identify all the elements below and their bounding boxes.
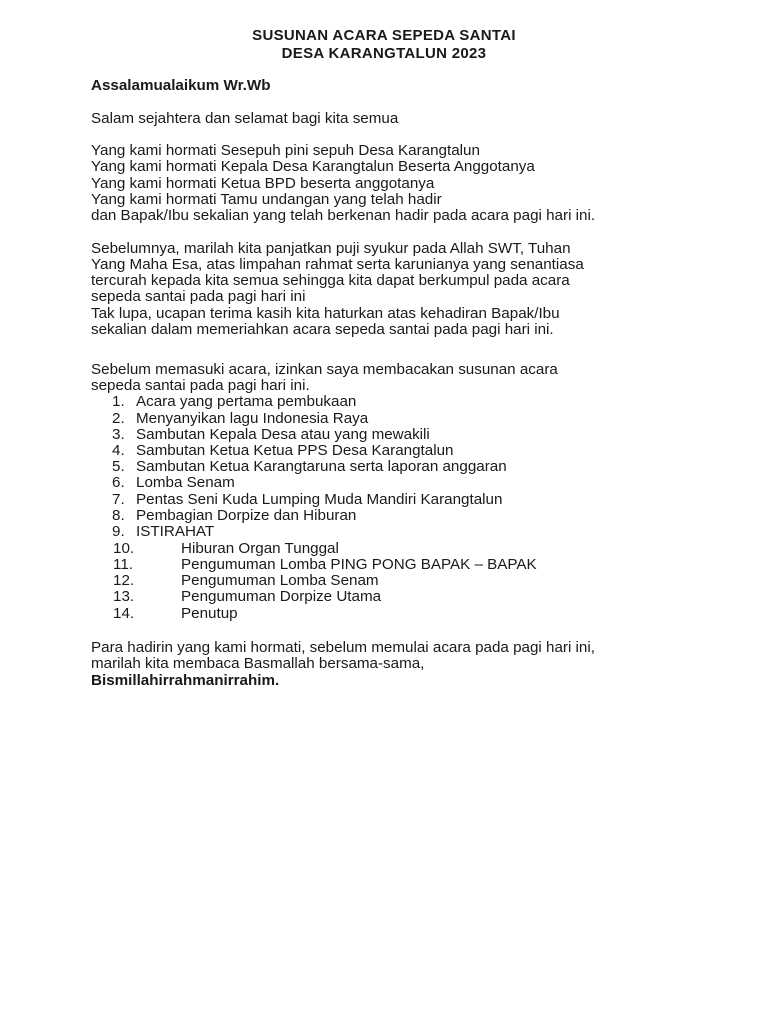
hormat-line: Yang kami hormati Sesepuh pini sepuh Desa Karangtalun: [91, 142, 480, 159]
pembuka-line: tercurah kepada kita semua sehingga kita dapat berkumpul pada acara: [91, 272, 570, 289]
acara-item: Pembagian Dorpize dan Hiburan: [136, 507, 357, 524]
acara-number: 4.: [112, 442, 125, 459]
acara-number: 1.: [112, 393, 125, 410]
hormat-line: Yang kami hormati Tamu undangan yang telah hadir: [91, 191, 442, 208]
pembuka-line: Sebelumnya, marilah kita panjatkan puji syukur pada Allah SWT, Tuhan: [91, 240, 571, 257]
acara-item: Sambutan Ketua Karangtaruna serta laporan anggaran: [136, 458, 507, 475]
hormat-line: dan Bapak/Ibu sekalian yang telah berkenan hadir pada acara pagi hari ini.: [91, 207, 596, 224]
hormat-line: Yang kami hormati Kepala Desa Karangtalun Beserta Anggotanya: [91, 158, 535, 175]
acara-number: 5.: [112, 458, 125, 475]
pembuka-line: sekalian dalam memeriahkan acara sepeda santai pada pagi hari ini.: [91, 321, 554, 338]
acara-item: Sambutan Ketua Ketua PPS Desa Karangtalun: [136, 442, 454, 459]
acara-item: Acara yang pertama pembukaan: [136, 393, 357, 410]
hormat-line: Yang kami hormati Ketua BPD beserta anggotanya: [91, 175, 435, 192]
acara-item: ISTIRAHAT: [136, 523, 215, 540]
acara-item: Penutup: [181, 605, 238, 622]
acara-item: Pengumuman Dorpize Utama: [181, 588, 382, 605]
acara-number: 8.: [112, 507, 125, 524]
acara-number: 13.: [113, 588, 135, 605]
acara-number: 6.: [112, 474, 125, 491]
pembuka-line: sepeda santai pada pagi hari ini: [91, 288, 306, 305]
acara-item: Lomba Senam: [136, 474, 235, 491]
acara-number: 7.: [112, 491, 125, 508]
acara-item: Sambutan Kepala Desa atau yang mewakili: [136, 426, 430, 443]
acara-item: Pengumuman Lomba PING PONG BAPAK – BAPAK: [181, 556, 537, 573]
penutup-line: marilah kita membaca Basmallah bersama-sama,: [91, 655, 425, 672]
document-title-line-1: SUSUNAN ACARA SEPEDA SANTAI: [252, 27, 516, 44]
intro-acara-line: Sebelum memasuki acara, izinkan saya membacakan susunan acara: [91, 361, 558, 378]
acara-number: 12.: [113, 572, 135, 589]
penutup-line: Para hadirin yang kami hormati, sebelum memulai acara pada pagi hari ini,: [91, 639, 595, 656]
document-title-line-2: DESA KARANGTALUN 2023: [281, 45, 487, 62]
basmallah: Bismillahirrahmanirrahim.: [91, 672, 280, 689]
intro-acara-line: sepeda santai pada pagi hari ini.: [91, 377, 310, 394]
greeting: Assalamualaikum Wr.Wb: [91, 77, 271, 94]
acara-item: Menyanyikan lagu Indonesia Raya: [136, 410, 369, 427]
acara-number: 11.: [113, 556, 133, 573]
acara-number: 10.: [113, 540, 135, 557]
salam-line: Salam sejahtera dan selamat bagi kita semua: [91, 110, 399, 127]
acara-number: 9.: [112, 523, 125, 540]
acara-number: 14.: [113, 605, 135, 622]
acara-number: 2.: [112, 410, 125, 427]
pembuka-line: Tak lupa, ucapan terima kasih kita haturkan atas kehadiran Bapak/Ibu: [91, 305, 560, 322]
acara-item: Hiburan Organ Tunggal: [181, 540, 339, 557]
acara-number: 3.: [112, 426, 125, 443]
acara-item: Pentas Seni Kuda Lumping Muda Mandiri Karangtalun: [136, 491, 503, 508]
pembuka-line: Yang Maha Esa, atas limpahan rahmat serta karunianya yang senantiasa: [91, 256, 584, 273]
acara-item: Pengumuman Lomba Senam: [181, 572, 379, 589]
